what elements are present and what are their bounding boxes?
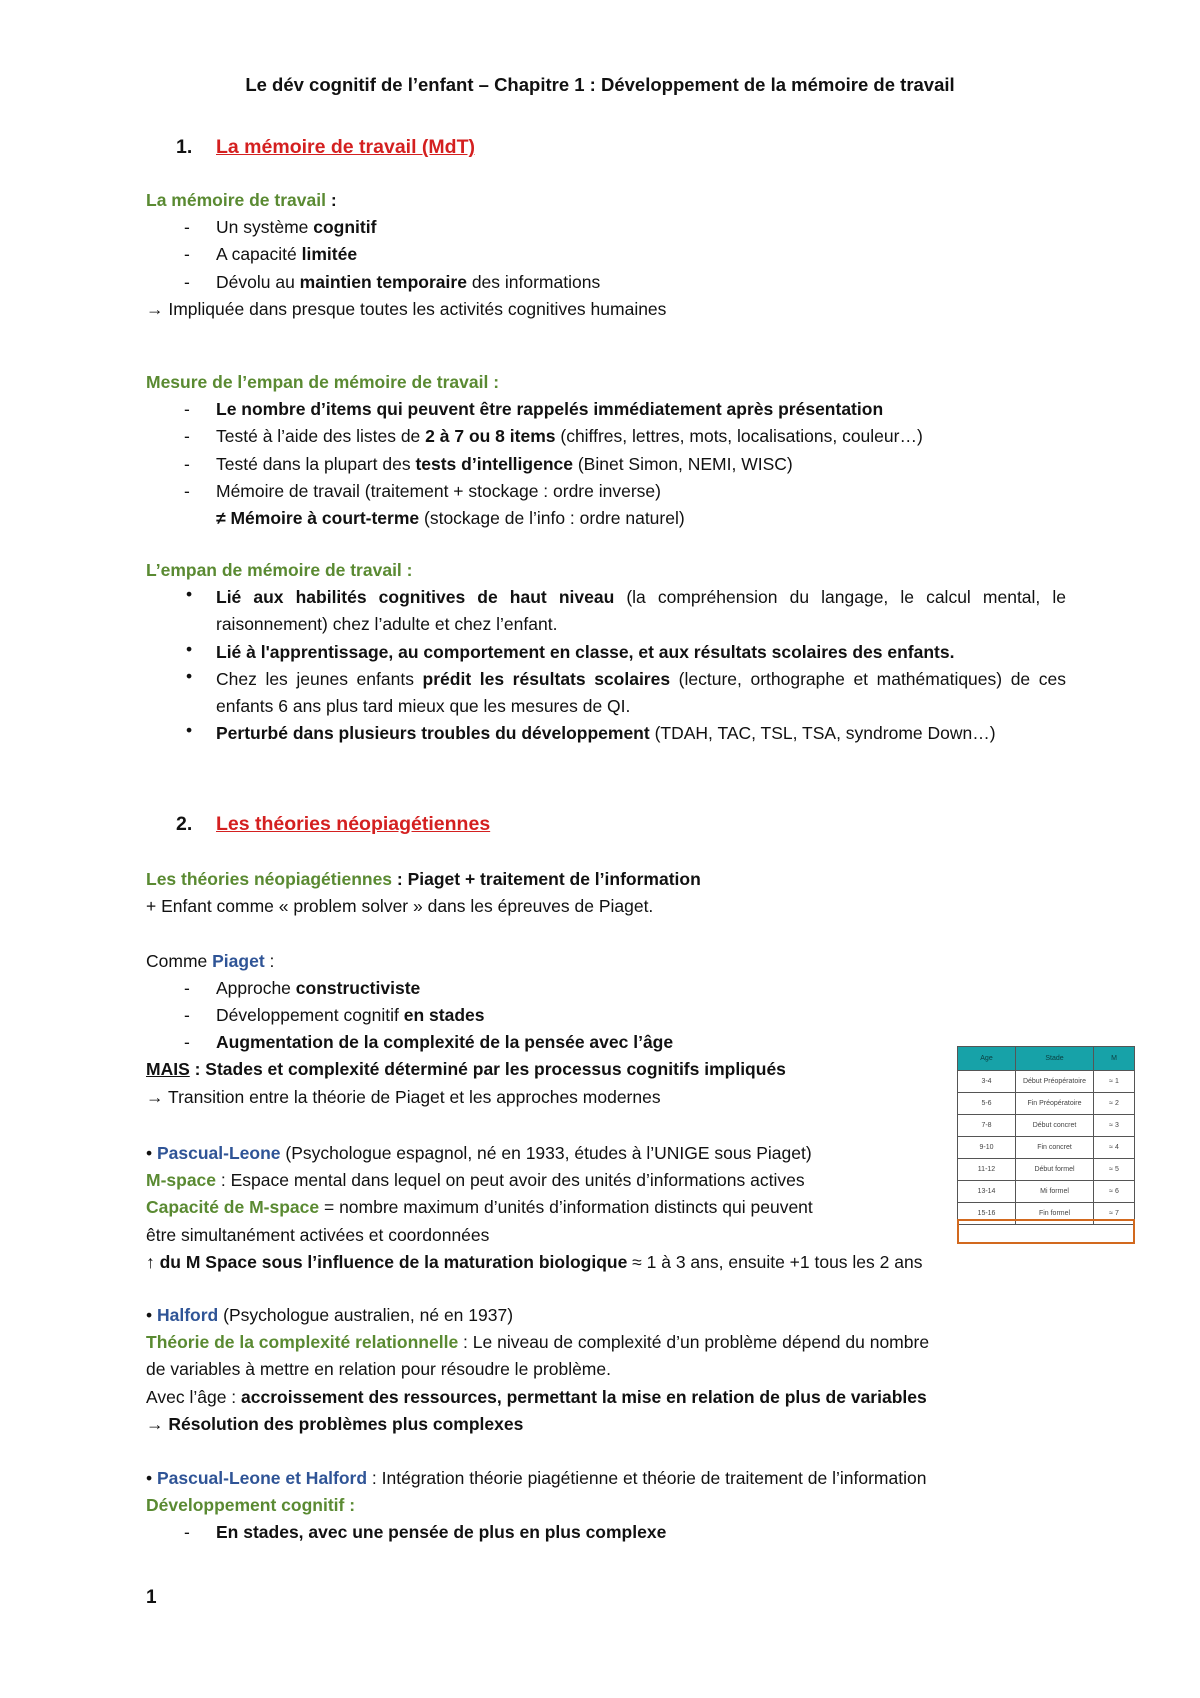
label: Théorie de la complexité relationnelle [146, 1332, 459, 1353]
table-cell: 11-12 [958, 1159, 1016, 1181]
table-row [958, 1093, 1135, 1115]
dash: - [184, 977, 190, 998]
table-cell: Fin formel [1016, 1203, 1094, 1225]
table-cell: ≈ 6 [1094, 1181, 1135, 1203]
text: Lié à l'apprentissage, au comportement en classe, et aux résultats scolaires des enfants. [216, 641, 955, 662]
text: des informations [466, 271, 601, 292]
page-number: 1 [146, 1587, 157, 1608]
dash: - [184, 244, 190, 265]
section-1-heading [146, 132, 1066, 162]
text: constructiviste [295, 977, 421, 998]
dash: - [184, 480, 190, 501]
text: (stockage de l’info : ordre naturel) [419, 507, 685, 528]
mdt-definition [146, 187, 1066, 323]
text: : Le niveau de complexité d’un problème dépend du nombre [458, 1332, 930, 1353]
not-equal-icon: ≠ [216, 507, 231, 528]
section-number: 1. [176, 136, 193, 158]
text: (lecture, orthographe et mathématiques) de ces enfants 6 ans plus tard mieux que les mesures de QI. [216, 668, 1066, 716]
dash: - [184, 271, 190, 292]
label: Capacité de M-space [146, 1197, 320, 1218]
bullet-icon: • [186, 720, 193, 741]
text: Comme [146, 950, 213, 971]
text: : Espace mental dans lequel on peut avoir des unités d’informations actives [216, 1170, 805, 1191]
text: Augmentation de la complexité de la pensée avec l’âge [216, 1032, 674, 1053]
table-cell: Mi formel [1016, 1181, 1094, 1203]
author-name: Pascual-Leone [157, 1143, 281, 1163]
text: (Psychologue espagnol, né en 1933, études à l’UNIGE sous Piaget) [280, 1143, 812, 1163]
table-header: M [1094, 1047, 1135, 1071]
dash: - [184, 426, 190, 447]
table-cell: ≈ 7 [1094, 1203, 1135, 1225]
text: A capacité [216, 244, 302, 265]
text: : Piaget + traitement de l’information [392, 869, 701, 889]
text: (Psychologue australien, né en 1937) [218, 1305, 514, 1325]
table-cell: Début formel [1016, 1159, 1094, 1181]
table-header: Stade [1016, 1047, 1094, 1071]
bullet-icon: • [146, 1468, 157, 1488]
text: (chiffres, lettres, mots, localisations, couleur…) [555, 426, 923, 447]
table-cell: 13-14 [958, 1181, 1016, 1203]
text: être simultanément activées et coordonnées [146, 1224, 490, 1245]
table-row [958, 1071, 1135, 1093]
dash: - [184, 217, 190, 238]
table-cell: 3-4 [958, 1071, 1016, 1093]
text: : Stades et complexité déterminé par les processus cognitifs impliqués [189, 1059, 786, 1080]
text: : [264, 950, 275, 971]
text: (TDAH, TAC, TSL, TSA, syndrome Down…) [649, 723, 996, 744]
author-name: Halford [157, 1305, 219, 1325]
table-row [958, 1181, 1135, 1203]
text: Un système [216, 217, 314, 238]
text: accroissement des ressources, permettant la mise en relation de plus de variables [241, 1386, 927, 1407]
label: Développement cognitif : [146, 1495, 356, 1516]
table-cell: 15-16 [958, 1203, 1016, 1225]
mesure-section [146, 369, 1066, 532]
table-cell: ≈ 5 [1094, 1159, 1135, 1181]
text: En stades, avec une pensée de plus en plus complexe [216, 1522, 667, 1543]
pascual-halford-section [146, 1465, 1066, 1547]
table-header: Age [958, 1047, 1016, 1071]
text: Le nombre d’items qui peuvent être rappelés immédiatement après présentation [216, 399, 884, 420]
table-cell: Fin concret [1016, 1137, 1094, 1159]
bullet-icon: • [146, 1305, 157, 1325]
label: Mesure de l’empan de mémoire de travail : [146, 372, 500, 392]
table-cell: ≈ 3 [1094, 1115, 1135, 1137]
text: Testé à l’aide des listes de [216, 426, 426, 447]
text: de variables à mettre en relation pour résoudre le problème. [146, 1359, 611, 1380]
text: maintien temporaire [299, 271, 467, 292]
text: Testé dans la plupart des [216, 453, 416, 474]
dash: - [184, 399, 190, 420]
table-cell: Début Préopératoire [1016, 1071, 1094, 1093]
table-cell: Fin Préopératoire [1016, 1093, 1094, 1115]
text: prédit les résultats scolaires [422, 668, 671, 689]
text: 2 à 7 ou 8 items [425, 426, 556, 447]
arrow-line: → Impliquée dans presque toutes les activités cognitives humaines [146, 298, 667, 319]
text: limitée [301, 244, 358, 265]
text: tests d’intelligence [415, 453, 573, 474]
section-title: Les théories néopiagétiennes [216, 813, 491, 835]
text: : Intégration théorie piagétienne et théorie de traitement de l’information [367, 1468, 927, 1488]
table-cell: ≈ 1 [1094, 1071, 1135, 1093]
table-row [958, 1137, 1135, 1159]
dash: - [184, 1522, 190, 1543]
text: Dévolu au [216, 271, 300, 292]
page-title: Le dév cognitif de l’enfant – Chapitre 1 : Développement de la mémoire de travail [245, 74, 955, 95]
dash: - [184, 1032, 190, 1053]
bullet-icon: • [186, 584, 193, 605]
text: Perturbé dans plusieurs troubles du développement [216, 723, 650, 744]
text: Mémoire de travail (traitement + stockage : ordre inverse) [216, 480, 661, 501]
dash: - [184, 1004, 190, 1025]
bullet-icon: • [186, 638, 193, 659]
table-cell: 9-10 [958, 1137, 1016, 1159]
stage-table [957, 1046, 1135, 1225]
label: Les théories néopiagétiennes [146, 869, 393, 889]
text: → Résolution des problèmes plus complexes [146, 1413, 524, 1434]
colon: : [325, 190, 337, 210]
text: cognitif [313, 217, 377, 238]
section-2-heading [146, 809, 1066, 839]
text: Mémoire à court-terme [230, 507, 420, 528]
text: (Binet Simon, NEMI, WISC) [572, 453, 793, 474]
table-cell: ≈ 2 [1094, 1093, 1135, 1115]
theories-section [146, 866, 1066, 1111]
author-name: Pascual-Leone et Halford [157, 1468, 368, 1488]
text: Avec l’âge : [146, 1386, 242, 1407]
label: La mémoire de travail [146, 190, 326, 210]
halford-section [146, 1302, 1066, 1438]
label: L’empan de mémoire de travail : [146, 560, 413, 580]
label: M-space [146, 1170, 217, 1191]
text: + Enfant comme « problem solver » dans les épreuves de Piaget. [146, 896, 654, 917]
table-row [958, 1159, 1135, 1181]
text: = nombre maximum d’unités d’information distincts qui peuvent [319, 1197, 813, 1218]
bullet-icon: • [186, 665, 193, 686]
pascual-leone-section [146, 1140, 1066, 1276]
text: en stades [403, 1004, 485, 1025]
table-row [958, 1115, 1135, 1137]
piaget-name: Piaget [212, 950, 265, 971]
highlight-box [957, 1219, 1135, 1244]
text: ↑ du M Space sous l’influence de la maturation biologique [146, 1251, 628, 1272]
text: (la compréhension du langage, le calcul mental, le raisonnement) chez l’adulte et chez l’enfant. [216, 587, 1066, 635]
table-cell: 7-8 [958, 1115, 1016, 1137]
text: Approche [216, 977, 296, 998]
table-cell: ≈ 4 [1094, 1137, 1135, 1159]
section-title: La mémoire de travail (MdT) [216, 136, 475, 158]
text: ≈ 1 à 3 ans, ensuite +1 tous les 2 ans [627, 1251, 923, 1272]
text: Lié aux habilités cognitives de haut niveau [216, 587, 615, 608]
table-cell: Début concret [1016, 1115, 1094, 1137]
text: Développement cognitif [216, 1004, 404, 1025]
empan-section [146, 557, 1066, 747]
arrow-line: → Transition entre la théorie de Piaget et les approches modernes [146, 1086, 661, 1107]
mais-label: MAIS [146, 1059, 190, 1080]
bullet-icon: • [146, 1143, 157, 1163]
text: Chez les jeunes enfants [216, 668, 423, 689]
table-cell: 5-6 [958, 1093, 1016, 1115]
dash: - [184, 453, 190, 474]
section-number: 2. [176, 813, 193, 835]
